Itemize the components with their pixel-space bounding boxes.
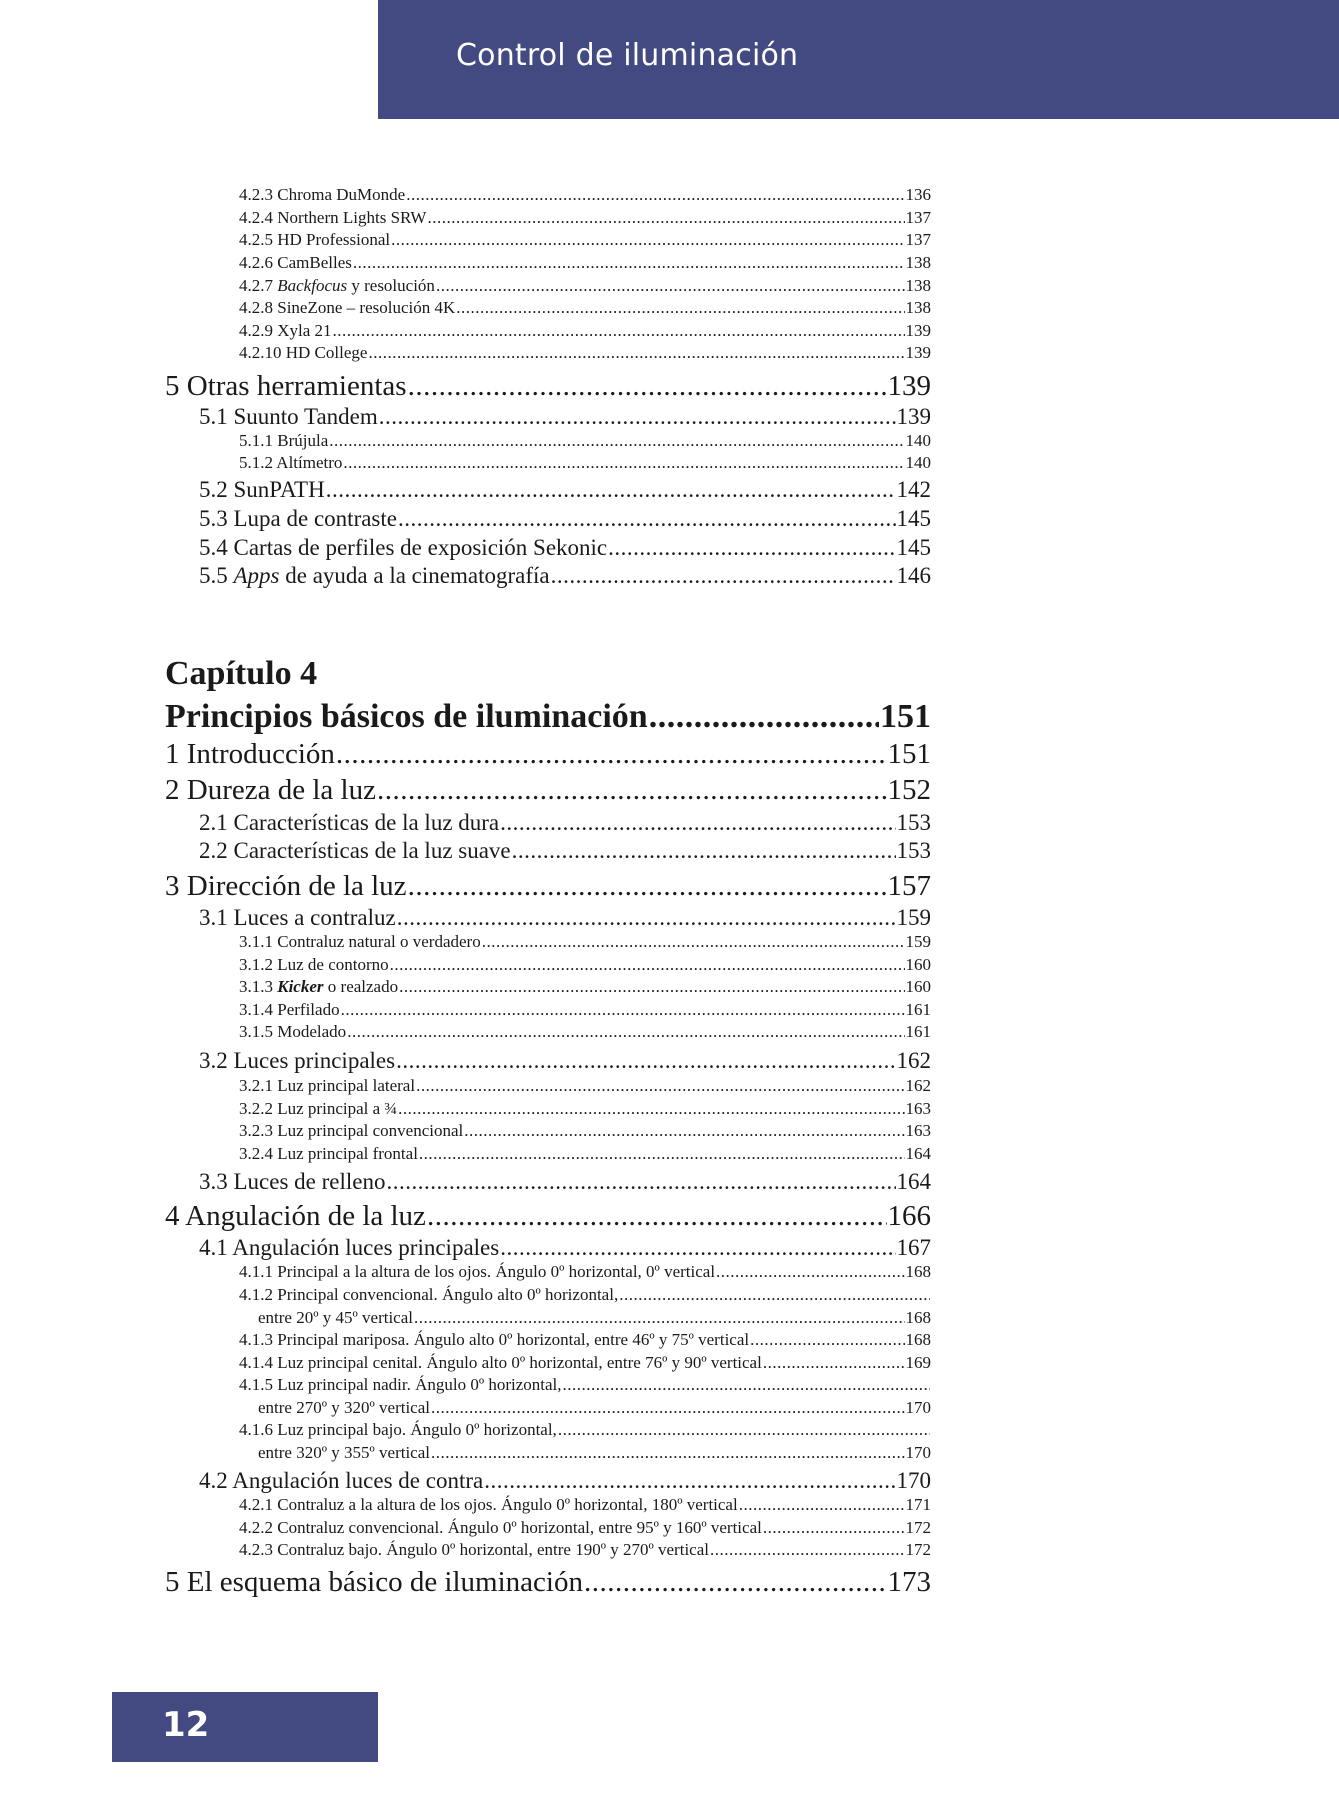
toc-entry: 4.2.2 Contraluz convencional. Ángulo 0º horizontal, entre 95º y 160º vertical ..... 172 <box>239 1518 931 1538</box>
toc-entry: 4.1.6 Luz principal bajo. Ángulo 0º horizontal, ..... <box>239 1420 931 1440</box>
toc-entry: 3.2.2 Luz principal a ¾ ..... 163 <box>239 1099 931 1119</box>
toc-entry: 3.1.4 Perfilado ..... 161 <box>239 1000 931 1020</box>
toc-entry: 3.2 Luces principales ..... 162 <box>199 1048 931 1074</box>
toc-entry: 5.4 Cartas de perfiles de exposición Sekonic ..... 145 <box>199 535 931 561</box>
page-number-box <box>112 1692 378 1762</box>
toc-entry: 4.1.1 Principal a la altura de los ojos. Ángulo 0º horizontal, 0º vertical ..... 168 <box>239 1262 931 1282</box>
toc-entry: 3.1.1 Contraluz natural o verdadero ..... 159 <box>239 932 931 952</box>
running-header-title: Control de iluminación <box>456 38 799 73</box>
toc-entry: 5.5 Apps de ayuda a la cinematografía ..... 146 <box>199 563 931 589</box>
toc-entry: entre 20º y 45º vertical ..... 168 <box>258 1308 931 1328</box>
toc-entry: 3.1 Luces a contraluz ..... 159 <box>199 905 931 931</box>
toc-entry: 4.1.5 Luz principal nadir. Ángulo 0º horizontal, ..... <box>239 1375 931 1395</box>
chapter-heading: Capítulo 4 <box>165 655 318 692</box>
toc-entry: 4.2.7 Backfocus y resolución ..... 138 <box>239 276 931 296</box>
toc-entry: 4.2.5 HD Professional ..... 137 <box>239 230 931 250</box>
toc-entry: 3.2.4 Luz principal frontal ..... 164 <box>239 1144 931 1164</box>
toc-entry: 4.2 Angulación luces de contra ..... 170 <box>199 1468 931 1494</box>
toc-entry: 5.2 SunPATH ..... 142 <box>199 477 931 503</box>
toc-entry: 3.2.3 Luz principal convencional ..... 163 <box>239 1121 931 1141</box>
toc-entry: 5.1.2 Altímetro ..... 140 <box>239 453 931 473</box>
toc-entry: 4.2.10 HD College ..... 139 <box>239 343 931 363</box>
toc-entry: 4.2.3 Contraluz bajo. Ángulo 0º horizontal, entre 190º y 270º vertical ..... 172 <box>239 1540 931 1560</box>
toc-entry: 4.1 Angulación luces principales ..... 167 <box>199 1235 931 1261</box>
toc-entry: entre 320º y 355º vertical ..... 170 <box>258 1443 931 1463</box>
toc-entry: 3.2.1 Luz principal lateral ..... 162 <box>239 1076 931 1096</box>
toc-entry: 4.2.3 Chroma DuMonde ..... 136 <box>239 185 931 205</box>
toc-entry: 5 Otras herramientas ..... 139 <box>165 370 931 403</box>
toc-entry: 2.1 Características de la luz dura ..... 153 <box>199 810 931 836</box>
toc-entry: 4.2.9 Xyla 21 ..... 139 <box>239 321 931 341</box>
chapter-title-entry: Principios básicos de iluminación ..... 151 <box>165 698 931 736</box>
toc-entry: 3.3 Luces de relleno ..... 164 <box>199 1169 931 1195</box>
page-number: 12 <box>162 1705 210 1745</box>
toc-entry: 4.2.4 Northern Lights SRW ..... 137 <box>239 208 931 228</box>
toc-entry: 5.1.1 Brújula ..... 140 <box>239 431 931 451</box>
toc-entry: 4 Angulación de la luz ..... 166 <box>165 1200 931 1233</box>
toc-entry: 4.2.1 Contraluz a la altura de los ojos. Ángulo 0º horizontal, 180º vertical ..... 171 <box>239 1495 931 1515</box>
toc-entry: 5.3 Lupa de contraste ..... 145 <box>199 506 931 532</box>
toc-entry: 4.1.2 Principal convencional. Ángulo alto 0º horizontal, ..... <box>239 1285 931 1305</box>
toc-entry: 4.1.3 Principal mariposa. Ángulo alto 0º horizontal, entre 46º y 75º vertical ..... 168 <box>239 1330 931 1350</box>
toc-entry: 4.1.4 Luz principal cenital. Ángulo alto 0º horizontal, entre 76º y 90º vertical ..... 169 <box>239 1353 931 1373</box>
toc-entry: 5 El esquema básico de iluminación ..... 173 <box>165 1566 931 1599</box>
toc-entry: 4.2.6 CamBelles ..... 138 <box>239 253 931 273</box>
toc-entry: 3.1.3 Kicker o realzado ..... 160 <box>239 977 931 997</box>
toc-entry: 3.1.2 Luz de contorno ..... 160 <box>239 955 931 975</box>
toc-entry: entre 270º y 320º vertical ..... 170 <box>258 1398 931 1418</box>
toc-entry: 2 Dureza de la luz ..... 152 <box>165 774 931 807</box>
toc-entry: 5.1 Suunto Tandem ..... 139 <box>199 404 931 430</box>
toc-entry: 3 Dirección de la luz ..... 157 <box>165 870 931 903</box>
toc-entry: 1 Introducción ..... 151 <box>165 738 931 771</box>
toc-entry: 4.2.8 SineZone – resolución 4K ..... 138 <box>239 298 931 318</box>
toc-entry: 2.2 Características de la luz suave ..... 153 <box>199 838 931 864</box>
toc-entry: 3.1.5 Modelado ..... 161 <box>239 1022 931 1042</box>
